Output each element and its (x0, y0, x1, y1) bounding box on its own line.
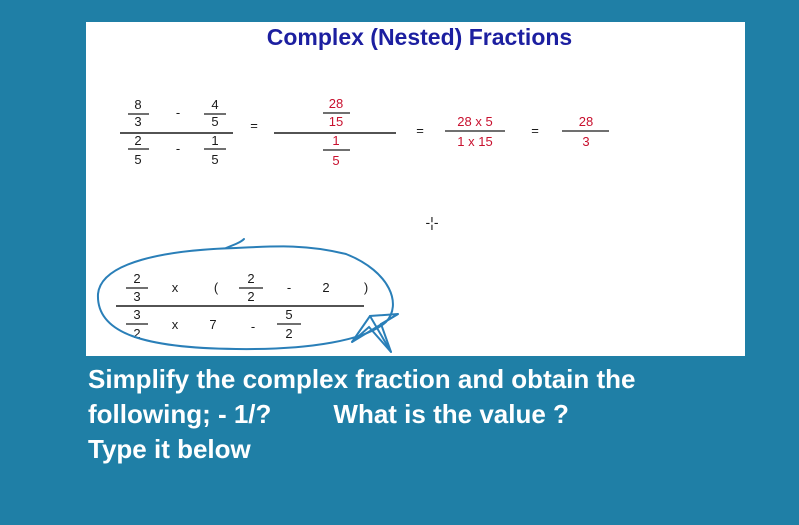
pr-times-2: x (171, 317, 179, 332)
slide-panel (86, 22, 745, 356)
pr-n2-den: 2 (247, 289, 255, 304)
ex-bottom-right-num: 1 (211, 133, 219, 148)
pr-d2-num: 5 (285, 307, 293, 322)
pr-d2-den: 2 (285, 326, 293, 341)
math-canvas (86, 22, 745, 356)
ex-bottom-right-den: 5 (211, 152, 219, 167)
pr-open-paren: ( (213, 280, 219, 295)
pr-n1-den: 3 (133, 289, 141, 304)
scribble-annotation (352, 314, 398, 352)
ex-step1-bottom-num: 1 (332, 133, 340, 148)
prompt-line-2a: following; - 1/? (88, 399, 272, 429)
ex-step2-num: 28 x 5 (457, 114, 493, 129)
pr-d1-num: 3 (133, 307, 141, 322)
ex-equals-3: = (531, 123, 539, 138)
pr-n1-num: 2 (133, 271, 141, 286)
prompt-line-3: Type it below (88, 434, 251, 464)
ex-equals-1: = (250, 118, 258, 133)
ex-minus-1: - (175, 105, 181, 120)
prompt-line-1: Simplify the complex fraction and obtain the (88, 364, 636, 394)
prompt-line-2b: What is the value ? (333, 399, 569, 429)
circle-annotation (98, 246, 393, 349)
pr-times-1: x (171, 280, 179, 295)
ex-step1-bottom-den: 5 (332, 153, 340, 168)
pr-seven: 7 (209, 317, 217, 332)
pr-n2-num: 2 (247, 271, 255, 286)
ex-top-right-num: 4 (211, 97, 219, 112)
circle-tail (226, 239, 244, 248)
ex-result-num: 28 (578, 114, 594, 129)
question-prompt (88, 362, 788, 467)
pr-d1-den: 2 (133, 326, 141, 341)
ex-result-den: 3 (582, 134, 590, 149)
slide-title: Complex (Nested) Fractions (266, 24, 573, 50)
pr-minus-a: - (286, 280, 292, 295)
ex-top-right-den: 5 (211, 114, 219, 129)
ex-top-left-num: 8 (134, 97, 142, 112)
pr-close-paren: ) (363, 280, 369, 295)
ex-step1-top-num: 28 (328, 96, 344, 111)
cursor-icon: -¦- (425, 214, 439, 230)
ex-top-left-den: 3 (134, 114, 142, 129)
ex-bottom-left-num: 2 (134, 133, 142, 148)
ex-step1-top-den: 15 (328, 114, 344, 129)
ex-equals-2: = (416, 123, 424, 138)
pr-minus-b: - (250, 319, 256, 334)
ex-step2-den: 1 x 15 (457, 134, 493, 149)
ex-minus-2: - (175, 141, 181, 156)
ex-bottom-left-den: 5 (134, 152, 142, 167)
pr-two: 2 (322, 280, 330, 295)
